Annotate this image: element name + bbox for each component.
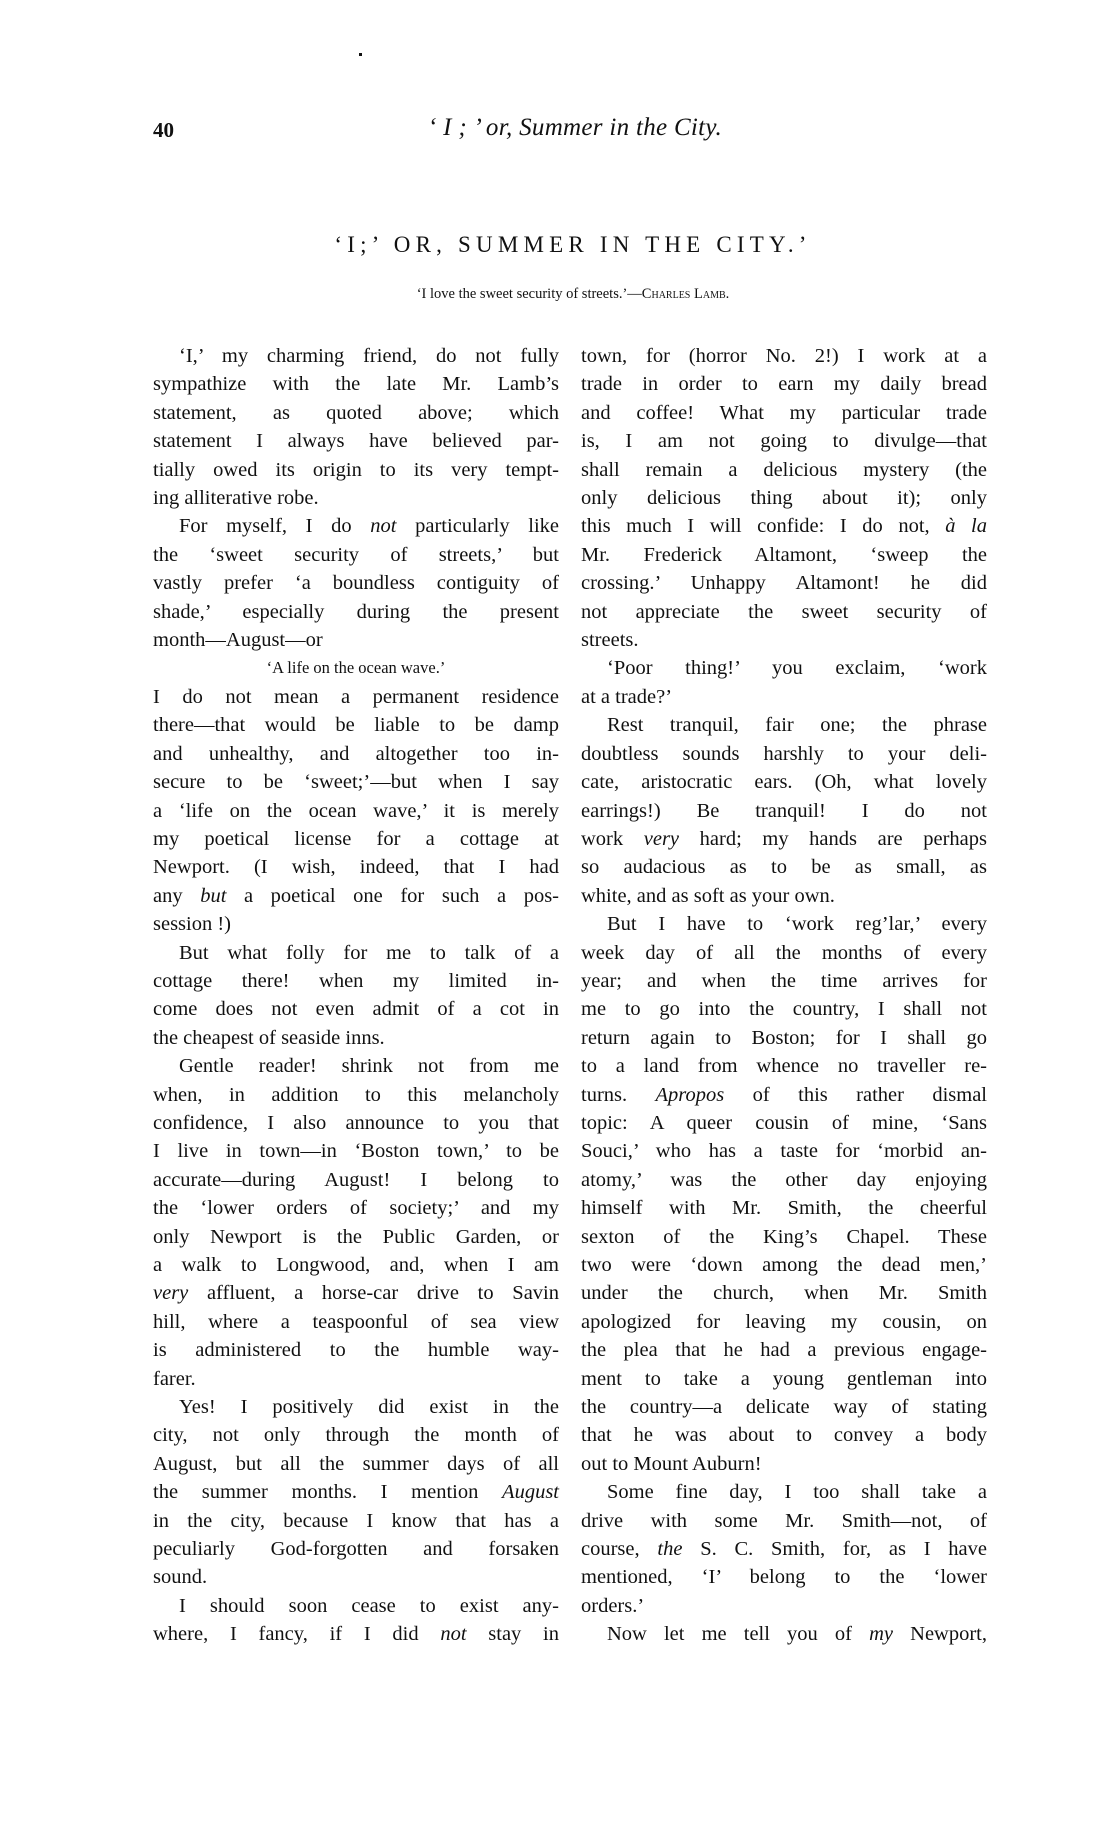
text-segment: any	[153, 884, 201, 907]
text-line	[153, 882, 559, 910]
text-line: is, I am not going to divulge—that	[581, 430, 987, 453]
text-line	[153, 1279, 559, 1307]
text-line: himself with Mr. Smith, the cheerful	[581, 1197, 987, 1220]
italic-emphasis: à la	[945, 515, 987, 538]
text-segment: turns.	[581, 1083, 656, 1106]
text-line: the ‘lower orders of society;’ and my	[153, 1197, 559, 1220]
text-segment: the summer months. I mention	[153, 1481, 503, 1504]
text-segment: Newport,	[893, 1623, 988, 1646]
italic-emphasis: but	[200, 884, 227, 907]
text-line: orders.’	[581, 1594, 645, 1617]
text-line: statement I always have believed par-	[153, 430, 559, 453]
italic-emphasis: not	[370, 515, 397, 538]
text-line: is administered to the humble way-	[153, 1339, 559, 1362]
text-line	[581, 1535, 987, 1563]
text-line: a walk to Longwood, and, when I am	[153, 1254, 559, 1276]
text-line: But I have to ‘work reg’lar,’ every	[607, 913, 987, 936]
text-line: ‘I,’ my charming friend, do not fully	[179, 345, 559, 367]
text-line: Newport. (I wish, indeed, that I had	[153, 856, 559, 879]
text-line	[153, 1478, 559, 1506]
epigraph-quote: ‘I love the sweet security of streets.’—	[416, 286, 642, 302]
text-line: August, but all the summer days of all	[153, 1452, 559, 1475]
text-line: trade in order to earn my daily bread	[581, 373, 987, 396]
italic-emphasis: August	[502, 1481, 559, 1504]
text-line: shall remain a delicious mystery (the	[581, 458, 987, 481]
text-line: Yes! I positively did exist in the	[179, 1396, 559, 1419]
italic-emphasis: not	[440, 1623, 467, 1646]
text-line: Rest tranquil, fair one; the phrase	[607, 714, 987, 737]
text-line: and unhealthy, and altogether too in-	[153, 742, 559, 765]
text-line: when, in addition to this melancholy	[153, 1083, 559, 1106]
italic-emphasis: very	[643, 827, 680, 850]
text-line: hill, where a teaspoonful of sea view	[153, 1310, 559, 1333]
text-line: apologized for leaving my cousin, on	[581, 1310, 987, 1333]
text-line: ‘Poor thing!’ you exclaim, ‘work	[607, 657, 987, 680]
chapter-title: ‘I;’ OR, SUMMER IN THE CITY.’	[334, 232, 812, 257]
text-line: month—August—or	[153, 629, 323, 652]
text-segment: particularly like	[396, 515, 559, 538]
left-column	[153, 342, 559, 1649]
text-line: a ‘life on the ocean wave,’ it is merely	[153, 799, 559, 822]
text-line: ment to take a young gentleman into	[581, 1367, 987, 1390]
text-line: white, and as soft as your own.	[581, 884, 835, 907]
right-column	[581, 342, 987, 1649]
text-line: sympathize with the late Mr. Lamb’s	[153, 373, 559, 396]
text-line: year; and when the time arrives for	[581, 969, 987, 992]
text-segment: a poetical one for such a pos-	[226, 884, 559, 907]
text-line: accurate—during August! I belong to	[153, 1168, 559, 1191]
text-line: two were ‘down among the dead men,’	[581, 1254, 987, 1276]
text-segment: S. C. Smith, for, as I have	[682, 1538, 987, 1561]
text-line: so audacious as to be as small, as	[581, 856, 987, 879]
text-line: earrings!) Be tranquil! I do not	[581, 799, 987, 822]
text-line: cate, aristocratic ears. (Oh, what lovely	[581, 771, 987, 794]
text-line: out to Mount Auburn!	[581, 1452, 762, 1475]
text-segment: work	[581, 827, 644, 850]
text-line: I do not mean a permanent residence	[153, 685, 559, 708]
text-line: there—that would be liable to be damp	[153, 714, 559, 737]
text-line: that he was about to convey a body	[581, 1424, 987, 1447]
text-line: I live in town—in ‘Boston town,’ to be	[153, 1140, 559, 1163]
text-line: vastly prefer ‘a boundless contiguity of	[153, 572, 559, 595]
italic-emphasis: Apropos	[655, 1083, 725, 1106]
text-line: come does not even admit of a cot in	[153, 998, 559, 1021]
inline-quote-line: ‘A life on the ocean wave.’	[266, 658, 446, 678]
text-line: the ‘sweet security of streets,’ but	[153, 543, 559, 566]
text-line	[581, 825, 987, 853]
text-line: farer.	[153, 1367, 196, 1390]
text-line: and coffee! What my particular trade	[581, 401, 987, 424]
epigraph	[140, 286, 1006, 303]
text-line: Gentle reader! shrink not from me	[179, 1055, 559, 1078]
text-line: sexton of the King’s Chapel. These	[581, 1225, 987, 1248]
text-line: me to go into the country, I shall not	[581, 998, 987, 1021]
text-line: ing alliterative robe.	[153, 487, 319, 510]
text-line: in the city, because I know that has a	[153, 1509, 559, 1532]
italic-emphasis: very	[153, 1282, 189, 1305]
epigraph-attribution: Charles Lamb.	[641, 286, 730, 302]
text-line	[581, 1081, 987, 1109]
text-line: under the church, when Mr. Smith	[581, 1282, 987, 1305]
text-line: shade,’ especially during the present	[153, 600, 559, 623]
text-line: Mr. Frederick Altamont, ‘sweep the	[581, 543, 987, 566]
text-line: week day of all the months of every	[581, 941, 987, 964]
text-line: town, for (horror No. 2!) I work at a	[581, 345, 987, 367]
text-line: mentioned, ‘I’ belong to the ‘lower	[581, 1566, 987, 1589]
text-line: Some fine day, I too shall take a	[607, 1481, 987, 1504]
print-speck	[359, 53, 362, 56]
text-line: the plea that he had a previous engage-	[581, 1339, 987, 1362]
running-head: ‘ I ; ’ or, Summer in the City.	[428, 114, 722, 141]
text-line: city, not only through the month of	[153, 1424, 559, 1447]
text-line: at a trade?’	[581, 685, 673, 708]
text-line: secure to be ‘sweet;’—but when I say	[153, 771, 559, 794]
text-line: statement, as quoted above; which	[153, 401, 559, 424]
text-line: doubtless sounds harshly to your deli-	[581, 742, 987, 765]
text-line: crossing.’ Unhappy Altamont! he did	[581, 572, 987, 595]
text-line: peculiarly God-forgotten and forsaken	[153, 1538, 559, 1561]
text-line	[581, 1620, 987, 1648]
text-segment: affluent, a horse-car drive to Savin	[188, 1282, 559, 1305]
text-line: only Newport is the Public Garden, or	[153, 1225, 559, 1248]
text-segment: where, I fancy, if I did	[153, 1623, 441, 1646]
text-line: sound.	[153, 1566, 208, 1589]
text-segment: this much I will confide: I do not,	[581, 515, 946, 538]
italic-emphasis: my	[869, 1623, 894, 1646]
text-line: return again to Boston; for I shall go	[581, 1026, 987, 1049]
text-line: session !)	[153, 913, 232, 936]
text-line: to a land from whence no traveller re-	[581, 1055, 987, 1078]
text-line: not appreciate the sweet security of	[581, 600, 987, 623]
text-line: But what folly for me to talk of a	[179, 941, 559, 964]
text-line	[153, 1620, 559, 1648]
text-segment: stay in	[466, 1623, 559, 1646]
text-line: confidence, I also announce to you that	[153, 1111, 559, 1134]
text-segment: of this rather dismal	[724, 1083, 988, 1106]
text-line	[153, 512, 559, 540]
text-line: tially owed its origin to its very tempt-	[153, 458, 559, 481]
text-line	[581, 512, 987, 540]
text-line: atomy,’ was the other day enjoying	[581, 1168, 987, 1191]
text-line: the country—a delicate way of stating	[581, 1396, 987, 1419]
text-segment: course,	[581, 1538, 658, 1561]
page-number: 40	[153, 118, 174, 142]
text-line: drive with some Mr. Smith—not, of	[581, 1509, 987, 1532]
text-line: streets.	[581, 629, 639, 652]
text-segment: hard; my hands are perhaps	[679, 827, 987, 850]
text-line: my poetical license for a cottage at	[153, 827, 559, 850]
text-line: the cheapest of seaside inns.	[153, 1026, 385, 1049]
italic-emphasis: the	[657, 1538, 683, 1561]
text-line: Souci,’ who has a taste for ‘morbid an-	[581, 1140, 987, 1163]
text-line: cottage there! when my limited in-	[153, 969, 559, 992]
text-line: only delicious thing about it); only	[581, 487, 987, 510]
text-segment: Now let me tell you of	[607, 1623, 870, 1646]
text-line: topic: A queer cousin of mine, ‘Sans	[581, 1111, 987, 1134]
text-segment: For myself, I do	[179, 515, 371, 538]
text-line: I should soon cease to exist any-	[179, 1594, 559, 1617]
